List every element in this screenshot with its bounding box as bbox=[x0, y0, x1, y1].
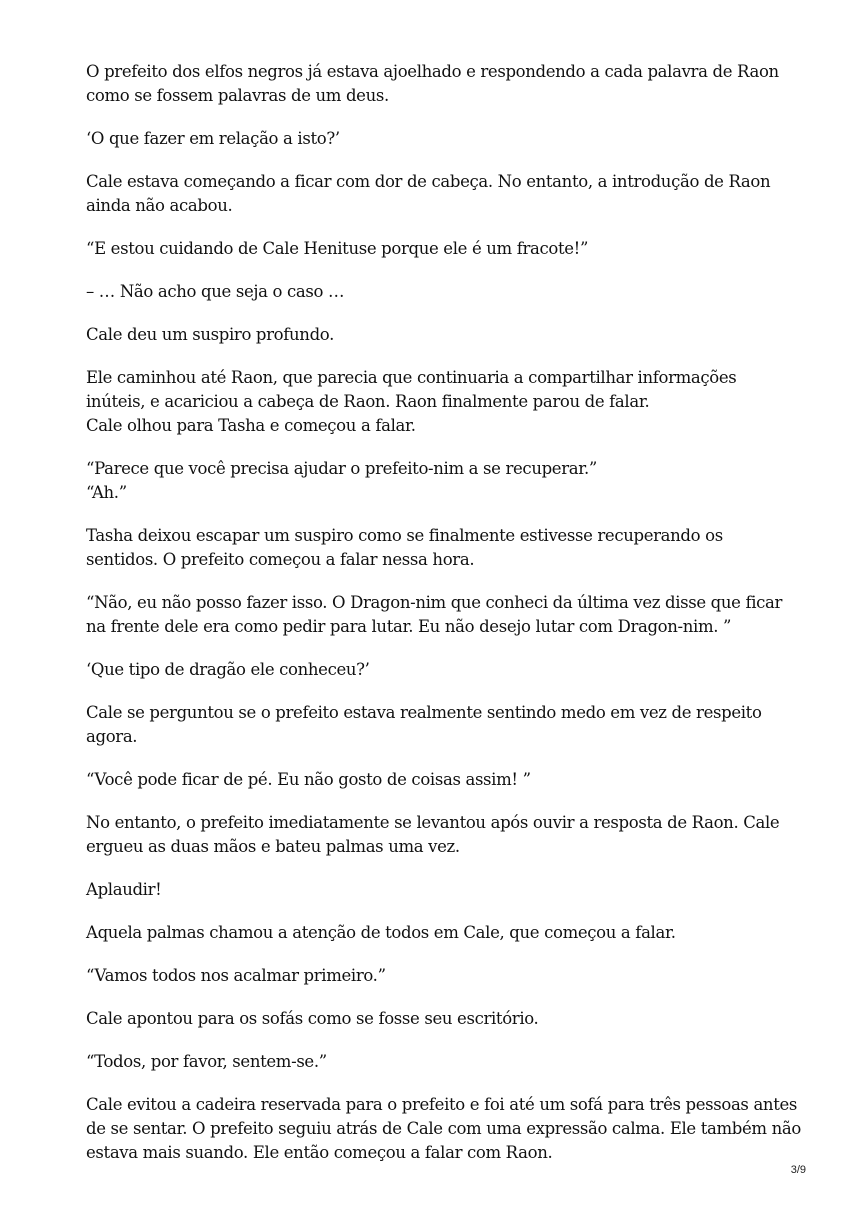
text-line: ‘Que tipo de dragão ele conheceu?’ bbox=[86, 660, 370, 679]
paragraph bbox=[86, 524, 786, 572]
paragraph bbox=[86, 366, 786, 438]
text-line: Aplaudir! bbox=[86, 880, 162, 899]
text-line: sentidos. O prefeito começou a falar nessa hora. bbox=[86, 550, 475, 569]
paragraph bbox=[86, 1050, 786, 1074]
paragraph bbox=[86, 811, 786, 859]
text-line: Cale estava começando a ficar com dor de cabeça. No entanto, a introdução de Raon bbox=[86, 172, 771, 191]
text-line: Tasha deixou escapar um suspiro como se finalmente estivesse recuperando os bbox=[86, 526, 723, 545]
text-line: “Parece que você precisa ajudar o prefeito-nim a se recuperar.” bbox=[86, 459, 597, 478]
text-line: “E estou cuidando de Cale Henituse porque ele é um fracote!” bbox=[86, 239, 589, 258]
paragraph bbox=[86, 878, 786, 902]
paragraph bbox=[86, 1093, 801, 1165]
paragraph bbox=[86, 1007, 786, 1031]
paragraph bbox=[86, 591, 786, 639]
text-line: “Vamos todos nos acalmar primeiro.” bbox=[86, 966, 386, 985]
page-number: 3/9 bbox=[790, 1164, 806, 1176]
text-line: O prefeito dos elfos negros já estava ajoelhado e respondendo a cada palavra de Raon bbox=[86, 62, 779, 81]
text-line: Cale olhou para Tasha e começou a falar. bbox=[86, 416, 416, 435]
text-line: ergueu as duas mãos e bateu palmas uma vez. bbox=[86, 837, 460, 856]
text-line: ainda não acabou. bbox=[86, 196, 233, 215]
text-line: “Ah.” bbox=[86, 483, 127, 502]
text-line: “Todos, por favor, sentem-se.” bbox=[86, 1052, 327, 1071]
paragraph bbox=[86, 60, 786, 108]
paragraph bbox=[86, 280, 786, 304]
text-line: “Não, eu não posso fazer isso. O Dragon-nim que conheci da última vez disse que ficar bbox=[86, 593, 783, 612]
text-line: No entanto, o prefeito imediatamente se levantou após ouvir a resposta de Raon. Cale bbox=[86, 813, 780, 832]
text-line: Cale deu um suspiro profundo. bbox=[86, 325, 334, 344]
paragraph bbox=[86, 457, 786, 505]
text-line: na frente dele era como pedir para lutar. Eu não desejo lutar com Dragon-nim. ” bbox=[86, 617, 732, 636]
text-line: Cale evitou a cadeira reservada para o prefeito e foi até um sofá para três pessoas antes bbox=[86, 1095, 798, 1114]
paragraph bbox=[86, 964, 786, 988]
text-line: – … Não acho que seja o caso … bbox=[86, 282, 345, 301]
paragraph bbox=[86, 237, 786, 261]
paragraph bbox=[86, 323, 786, 347]
text-line: Cale apontou para os sofás como se fosse seu escritório. bbox=[86, 1009, 539, 1028]
text-line: agora. bbox=[86, 727, 138, 746]
paragraph bbox=[86, 921, 786, 945]
paragraph bbox=[86, 658, 786, 682]
text-line: inúteis, e acariciou a cabeça de Raon. Raon finalmente parou de falar. bbox=[86, 392, 650, 411]
paragraph bbox=[86, 768, 786, 792]
paragraph bbox=[86, 701, 786, 749]
text-line: Ele caminhou até Raon, que parecia que continuaria a compartilhar informações bbox=[86, 368, 737, 387]
text-line: Aquela palmas chamou a atenção de todos em Cale, que começou a falar. bbox=[86, 923, 676, 942]
paragraph bbox=[86, 127, 786, 151]
text-line: Cale se perguntou se o prefeito estava realmente sentindo medo em vez de respeito bbox=[86, 703, 762, 722]
paragraph bbox=[86, 170, 786, 218]
text-line: estava mais suando. Ele então começou a falar com Raon. bbox=[86, 1143, 553, 1162]
text-line: “Você pode ficar de pé. Eu não gosto de coisas assim! ” bbox=[86, 770, 531, 789]
text-line: de se sentar. O prefeito seguiu atrás de Cale com uma expressão calma. Ele também não bbox=[86, 1119, 801, 1138]
text-line: ‘O que fazer em relação a isto?’ bbox=[86, 129, 340, 148]
text-line: como se fossem palavras de um deus. bbox=[86, 86, 389, 105]
